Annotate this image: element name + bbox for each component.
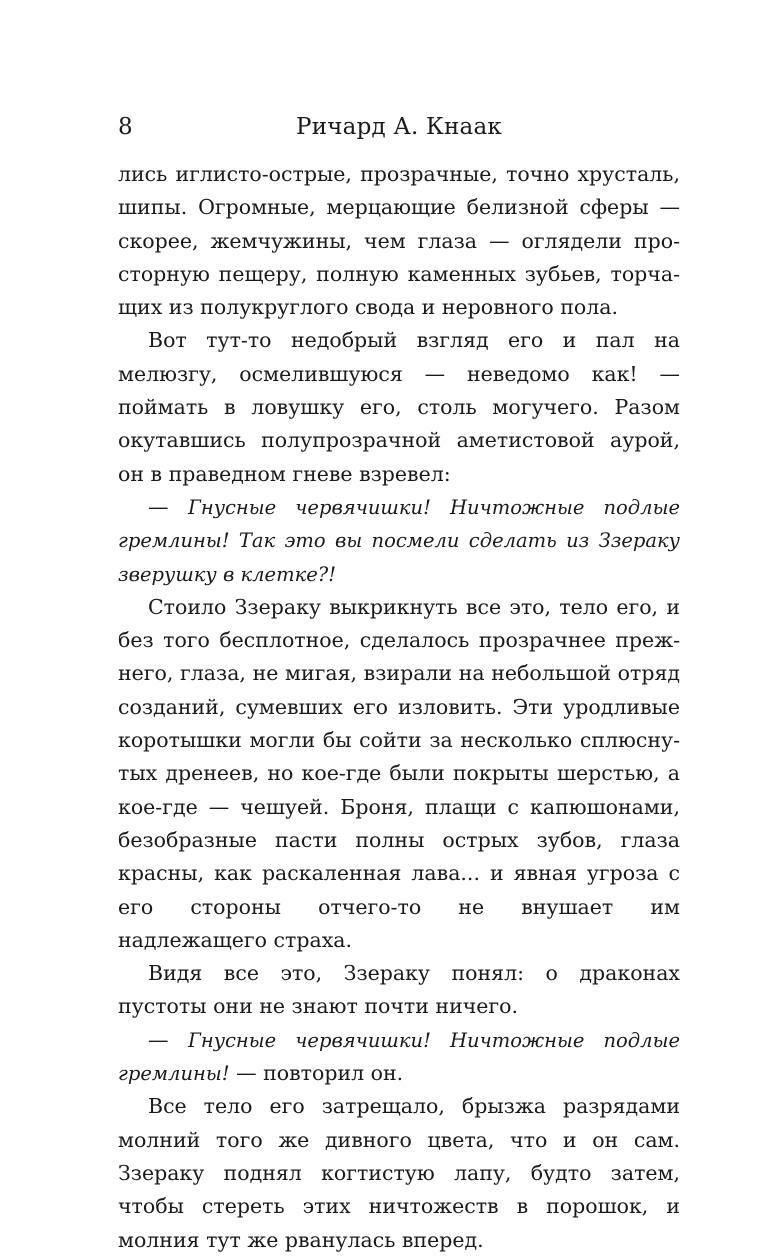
paragraph — [118, 591, 680, 957]
paragraph-text: — повторил он. — [229, 1061, 404, 1086]
paragraph — [118, 1090, 680, 1256]
paragraph-text: лись иглисто-острые, прозрачные, точно хрусталь, шипы. Огромные, мерцающие белизной сферы — скорее, жемчужины, чем глаза — оглядели просторную пещеру, полную каменных зубьев, торчащих из полукруглого свода и неровного пола. — [118, 162, 680, 320]
running-title: Ричард А. Кнаак — [296, 114, 502, 140]
paragraph-text: — — [148, 494, 188, 519]
paragraph-text: Вот тут-то недобрый взгляд его и пал на мелюзгу, осмелившуюся — неведомо как! — поймать в ловушку его, столь могучего. Разом окутавшись полупрозрачной аметистовой аурой, он в праведном гневе взревел: — [118, 328, 680, 486]
paragraph — [118, 957, 680, 1024]
body-text — [118, 158, 680, 1257]
page-number: 8 — [118, 114, 133, 140]
paragraph-text: Все тело его затрещало, брызжа разрядами молний того же дивного цвета, что и он сам. Ззераку поднял когтистую лапу, будто затем, чтобы стереть этих ничтожеств в порошок, и молния тут же рванулась вперед. — [118, 1094, 680, 1252]
running-header — [118, 112, 680, 146]
paragraph — [118, 1024, 680, 1091]
book-page — [118, 112, 680, 1257]
italic-text: Гнусные червячишки! Ничтожные подлые гремлины! Так это вы посмели сделать из Ззераку зверушку в клетке?! — [118, 495, 680, 586]
paragraph — [118, 491, 680, 591]
paragraph — [118, 158, 680, 324]
paragraph-text: Видя все это, Ззераку понял: о драконах пустоты они не знают почти ничего. — [118, 961, 680, 1019]
paragraph-text: Стоило Ззераку выкрикнуть все это, тело его, и без того бесплотное, сделалось прозрачнее прежнего, глаза, не мигая, взирали на небольшой отряд созданий, сумевших его изловить. Эти уродливые коротышки могли бы сойти за несколько сплюснутых дренеев, но кое-где были покрыты шерстью, а кое-где — чешуей. Броня, плащи с капюшонами, безобразные пасти полны острых зубов, глаза красны, как раскаленная лава... и явная угроза с его стороны отчего-то не внушает им надлежащего страха. — [118, 594, 680, 952]
italic-text: Гнусные червячишки! Ничтожные подлые гремлины! — [118, 1028, 680, 1086]
paragraph — [118, 324, 680, 490]
paragraph-text: — — [148, 1027, 188, 1052]
